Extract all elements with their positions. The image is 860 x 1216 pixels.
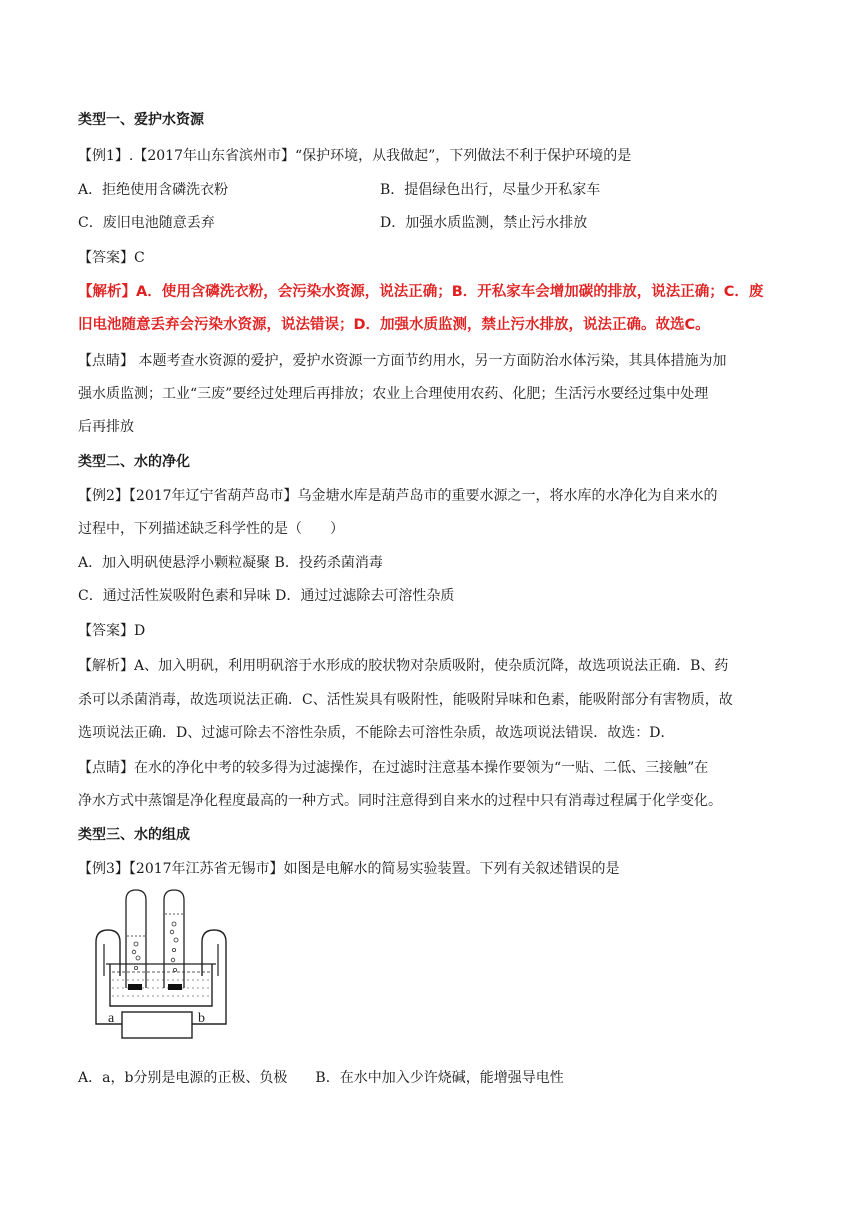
right-electrode [168, 984, 182, 990]
example1-answer: 【答案】C [78, 250, 145, 266]
example2-stem-line1: 【例2】【2017年辽宁省葫芦岛市】乌金塘水库是葫芦岛市的重要水源之一，将水库的水净化为自来水的 [78, 488, 718, 504]
electrolysis-apparatus-diagram [86, 888, 236, 1052]
example1-option-a: A．拒绝使用含磷洗衣粉 [78, 182, 229, 198]
example2-stem-line2: 过程中，下列描述缺乏科学性的是（ ） [78, 521, 344, 537]
power-supply [122, 1012, 192, 1038]
example2-options-line1: A．加入明矾使悬浮小颗粒凝聚 B．投药杀菌消毒 [78, 555, 383, 571]
label-a: a [108, 1011, 115, 1026]
example1-stem: 【例1】.【2017年山东省滨州市】“保护环境，从我做起”，下列做法不利于保护环境的是 [78, 148, 632, 164]
section1-heading: 类型一、爱护水资源 [78, 112, 204, 128]
label-b: b [198, 1011, 205, 1026]
example1-comment-line2: 强水质监测；工业“三废”要经过处理后再排放；农业上合理使用农药、化肥；生活污水要经过集中处理 [78, 386, 709, 402]
example2-analysis-line1: 【解析】A、加入明矾，利用明矾溶于水形成的胶状物对杂质吸附，使杂质沉降，故选项说法正确．B、药 [78, 658, 729, 674]
example1-option-d: D．加强水质监测，禁止污水排放 [380, 215, 588, 231]
left-test-tube [126, 890, 146, 988]
example2-comment-line2: 净水方式中蒸馏是净化程度最高的一种方式。同时注意得到自来水的过程中只有消毒过程属于化学变化。 [78, 793, 722, 809]
example1-option-c: C．废旧电池随意丢弃 [78, 215, 215, 231]
example2-comment-line1: 【点睛】在水的净化中考的较多得为过滤操作，在过滤时注意基本操作要领为“一贴、二低、三接触”在 [78, 760, 709, 776]
example1-analysis-line2: 旧电池随意丢弃会污染水资源，说法错误；D．加强水质监测，禁止污水排放，说法正确。故选C。 [78, 317, 710, 333]
example2-answer: 【答案】D [78, 623, 146, 639]
left-electrode [128, 984, 142, 990]
example1-comment-line1: 【点睛】 本题考查水资源的爱护，爱护水资源一方面节约用水，另一方面防治水体污染，其具体措施为加 [78, 353, 727, 369]
example1-analysis-line1: 【解析】A．使用含磷洗衣粉，会污染水资源，说法正确；B．开私家车会增加碳的排放，说法正确；C．废 [78, 284, 764, 300]
example2-analysis-line3: 选项说法正确．D、过滤可除去不溶性杂质，不能除去可溶性杂质，故选项说法错误．故选：D． [78, 725, 675, 741]
left-bent-tube [96, 930, 120, 976]
example1-comment-line3: 后再排放 [78, 419, 134, 435]
example2-analysis-line2: 杀可以杀菌消毒，故选项说法正确．C、活性炭具有吸附性，能吸附异味和色素，能吸附部分有害物质，故 [78, 692, 733, 708]
example2-options-line2: C．通过活性炭吸附色素和异味 D．通过过滤除去可溶性杂质 [78, 588, 455, 604]
right-bent-tube [202, 930, 226, 976]
water-trough [110, 964, 212, 1006]
section3-heading: 类型三、水的组成 [78, 827, 190, 843]
section2-heading: 类型二、水的净化 [78, 454, 190, 470]
example1-option-b: B．提倡绿色出行，尽量少开私家车 [380, 182, 601, 198]
example3-stem: 【例3】【2017年江苏省无锡市】如图是电解水的简易实验装置。下列有关叙述错误的是 [78, 861, 620, 877]
example3-options-line1: A．a，b分别是电源的正极、负极 B．在水中加入少许烧碱，能增强导电性 [78, 1070, 564, 1086]
